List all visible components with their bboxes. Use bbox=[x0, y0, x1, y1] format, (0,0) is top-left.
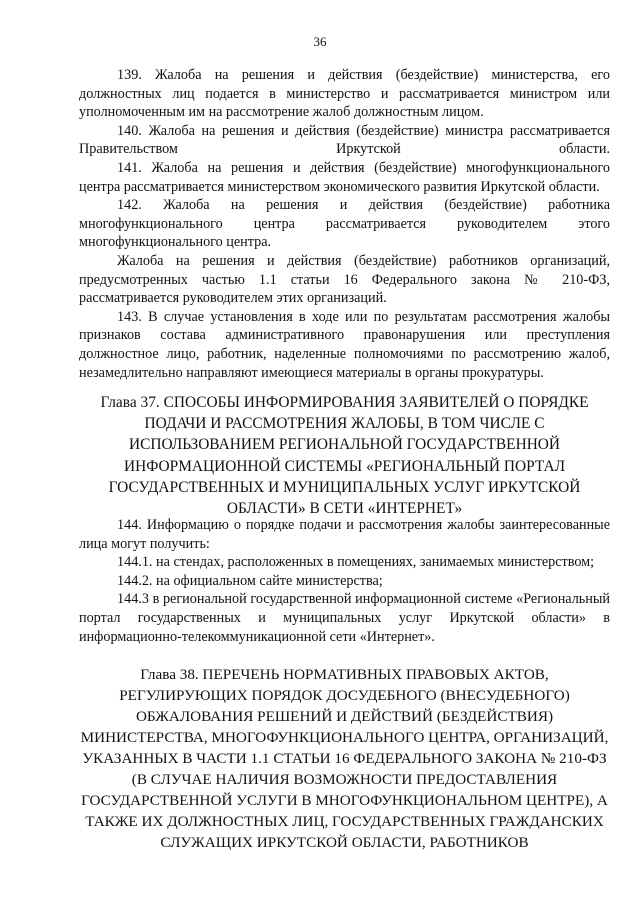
heading-line: ИНФОРМАЦИОННОЙ СИСТЕМЫ «РЕГИОНАЛЬНЫЙ ПОРТАЛ bbox=[123, 457, 566, 475]
paragraph-140: 140. Жалоба на решения и действия (бездействие) министра рассматривается Правительством Иркутской области. bbox=[79, 122, 610, 158]
page-number: 36 bbox=[313, 34, 327, 49]
chapter-38-heading bbox=[74, 664, 615, 853]
paragraph-organizations: Жалоба на решения и действия (бездействие) работников организаций, предусмотренных частью 1.1 статьи 16 Федерального закона № 210-ФЗ, рассматривается руководителем этих организаций. bbox=[79, 252, 610, 307]
heading-line: РЕГУЛИРУЮЩИХ ПОРЯДОК ДОСУДЕБНОГО (ВНЕСУДЕБНОГО) bbox=[119, 687, 570, 704]
heading-line: СЛУЖАЩИХ ИРКУТСКОЙ ОБЛАСТИ, РАБОТНИКОВ bbox=[160, 834, 529, 851]
heading-line: ИСПОЛЬЗОВАНИЕМ РЕГИОНАЛЬНОЙ ГОСУДАРСТВЕННОЙ bbox=[128, 436, 561, 454]
paragraph-141: 141. Жалоба на решения и действия (бездействие) многофункционального центра рассматривается министерством экономического развития Иркутской области. bbox=[79, 159, 610, 195]
heading-line: МИНИСТЕРСТВА, МНОГОФУНКЦИОНАЛЬНОГО ЦЕНТРА, ОРГАНИЗАЦИЙ, bbox=[80, 729, 609, 746]
heading-line: Глава 37. СПОСОБЫ ИНФОРМИРОВАНИЯ ЗАЯВИТЕЛЕЙ О ПОРЯДКЕ bbox=[100, 394, 589, 411]
paragraph-139: 139. Жалоба на решения и действия (бездействие) министерства, его должностных лиц подается в министерство и рассматривается министром или уполномоченным им на рассмотрение жалоб должностным лицом. bbox=[79, 67, 610, 121]
heading-line: (В СЛУЧАЕ НАЛИЧИЯ ВОЗМОЖНОСТИ ПРЕДОСТАВЛЕНИЯ bbox=[131, 771, 558, 788]
paragraph-144: 144. Информацию о порядке подачи и рассмотрения жалобы заинтересованные лица могут получить: bbox=[79, 517, 610, 552]
heading-line: ОБЖАЛОВАНИЯ РЕШЕНИЙ И ДЕЙСТВИЙ (БЕЗДЕЙСТВИЯ) bbox=[135, 708, 554, 725]
heading-line: ТАКЖЕ ИХ ДОЛЖНОСТНЫХ ЛИЦ, ГОСУДАРСТВЕННЫХ ГРАЖДАНСКИХ bbox=[85, 813, 604, 830]
heading-line: Глава 38. ПЕРЕЧЕНЬ НОРМАТИВНЫХ ПРАВОВЫХ АКТОВ, bbox=[140, 666, 549, 683]
heading-line: ПОДАЧИ И РАССМОТРЕНИЯ ЖАЛОБЫ, В ТОМ ЧИСЛЕ С bbox=[144, 415, 545, 433]
heading-line: ГОСУДАРСТВЕННЫХ И МУНИЦИПАЛЬНЫХ УСЛУГ ИРКУТСКОЙ bbox=[108, 478, 581, 496]
heading-line: ОБЛАСТИ» В СЕТИ «ИНТЕРНЕТ» bbox=[226, 500, 463, 518]
paragraph-144-2: 144.2. на официальном сайте министерства; bbox=[117, 572, 383, 589]
paragraph-143: 143. В случае установления в ходе или по результатам рассмотрения жалобы признаков состава административного правонарушения или преступления должностное лицо, работник, наделенные полномочиями по рассмотрению жалоб, незамедлительно направляют имеющиеся материалы в органы прокуратуры. bbox=[79, 308, 610, 381]
paragraph-142: 142. Жалоба на решения и действия (бездействие) работника многофункционального центра рассматривается руководителем этого многофункционального центра. bbox=[79, 197, 610, 251]
information-paragraphs bbox=[79, 516, 610, 646]
heading-line: ГОСУДАРСТВЕННОЙ УСЛУГИ В МНОГОФУНКЦИОНАЛЬНОМ ЦЕНТРЕ), А bbox=[81, 792, 608, 809]
heading-line: УКАЗАННЫХ В ЧАСТИ 1.1 СТАТЬИ 16 ФЕДЕРАЛЬНОГО ЗАКОНА № 210-ФЗ bbox=[82, 750, 607, 767]
paragraph-144-1: 144.1. на стендах, расположенных в помещениях, занимаемых министерством; bbox=[117, 554, 595, 571]
complaint-paragraphs bbox=[79, 66, 610, 382]
chapter-37-heading bbox=[79, 392, 610, 519]
paragraph-144-3: 144.3 в региональной государственной информационной системе «Региональный портал государственных и муниципальных услуг Иркутской области» в информационно-телекоммуникационной сети «Интернет». bbox=[79, 591, 610, 645]
